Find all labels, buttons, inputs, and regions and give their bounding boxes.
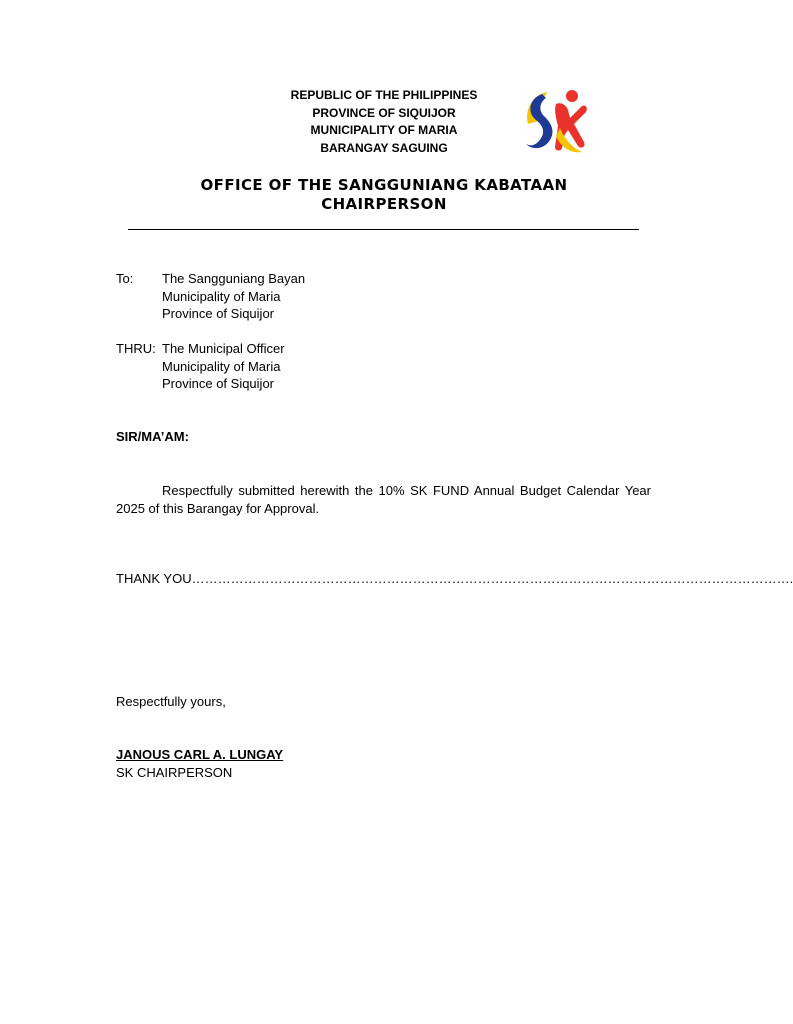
- closing: Respectfully yours,: [116, 694, 226, 709]
- to-label: To:: [116, 271, 134, 286]
- office-title: [150, 176, 618, 214]
- office-title-line1: OFFICE OF THE SANGGUNIANG KABATAAN: [200, 176, 568, 194]
- signer-title: SK CHAIRPERSON: [116, 765, 233, 780]
- sk-logo-icon: [520, 84, 590, 158]
- to-address-line: The Sangguniang Bayan: [162, 271, 306, 286]
- thru-address-line: Province of Siquijor: [162, 376, 274, 392]
- thank-you-line: THANK YOU………………………………………………………………………………………………………………………….: [116, 571, 793, 586]
- thru-address: [162, 340, 285, 393]
- header-divider: [128, 229, 639, 230]
- letterhead-line-republic: REPUBLIC OF THE PHILIPPINES: [290, 88, 478, 102]
- letterhead-line-province: PROVINCE OF SIQUIJOR: [312, 105, 456, 120]
- body-paragraph: Respectfully submitted herewith the 10% SK FUND Annual Budget Calendar Year 2025 of this Barangay for Approval.: [116, 483, 651, 516]
- thru-label: THRU:: [116, 341, 156, 356]
- signer-name: JANOUS CARL A. LUNGAY: [116, 747, 284, 762]
- to-address: [162, 270, 305, 323]
- letterhead-line-barangay: BARANGAY SAGUING: [320, 140, 448, 155]
- to-address-line: Municipality of Maria: [162, 288, 281, 304]
- salutation: SIR/MA’AM:: [116, 429, 189, 444]
- to-address-line: Province of Siquijor: [162, 306, 274, 322]
- thru-address-line: The Municipal Officer: [162, 341, 285, 356]
- letterhead-line-municipality: MUNICIPALITY OF MARIA: [310, 123, 458, 138]
- thru-address-line: Municipality of Maria: [162, 358, 281, 374]
- letterhead: [264, 87, 504, 157]
- office-title-line2: CHAIRPERSON: [321, 195, 447, 213]
